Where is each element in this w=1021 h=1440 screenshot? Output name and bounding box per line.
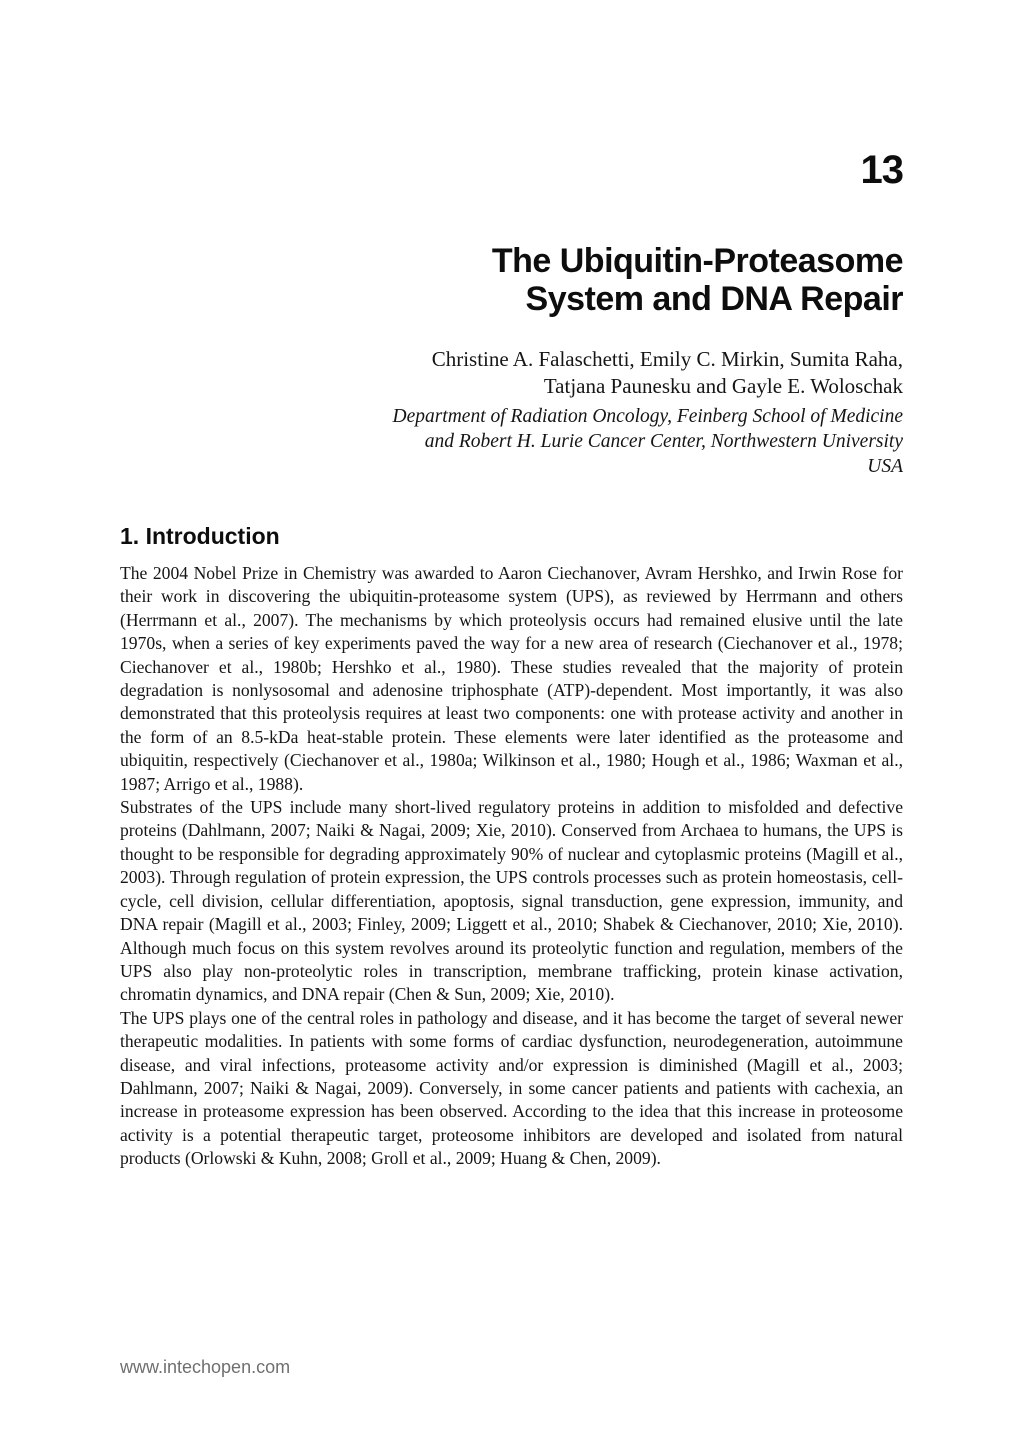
chapter-title-line-1: The Ubiquitin-Proteasome: [491, 242, 903, 280]
affiliation: [120, 404, 903, 479]
paragraph-1: The 2004 Nobel Prize in Chemistry was awarded to Aaron Ciechanover, Avram Hershko, and Irwin Rose for their work in discovering the ubiquitin-proteasome system (UPS), as reviewed by Herrmann and others (Herrmann et al., 2007). The mechanisms by which proteolysis occurs had remained elusive until the late 1970s, when a series of key experiments paved the way for a new area of research (Ciechanover et al., 1978; Ciechanover et al., 1980b; Hershko et al., 1980). These studies revealed that the majority of protein degradation is nonlysosomal and adenosine triphosphate (ATP)-dependent. Most importantly, it was also demonstrated that this proteolysis requires at least two components: one with protease activity and another in the form of an 8.5-kDa heat-stable protein. These elements were later identified as the proteasome and ubiquitin, respectively (Ciechanover et al., 1980a; Wilkinson et al., 1980; Hough et al., 1986; Waxman et al., 1987; Arrigo et al., 1988).: [120, 563, 903, 794]
affiliation-line-1: Department of Radiation Oncology, Feinberg School of Medicine: [392, 406, 903, 427]
affiliation-line-2: and Robert H. Lurie Cancer Center, Northwestern University: [424, 431, 903, 452]
paragraph-3: The UPS plays one of the central roles in pathology and disease, and it has become the target of several newer therapeutic modalities. In patients with some forms of cardiac dysfunction, neurodegeneration, autoimmune disease, and viral infections, proteasome activity and/or expression is diminished (Magill et al., 2003; Dahlmann, 2007; Naiki & Nagai, 2009). Conversely, in some cancer patients and patients with cachexia, an increase in proteasome expression has been observed. According to the idea that this increase in proteosome activity is a potential therapeutic target, proteosome inhibitors are developed and isolated from natural products (Orlowski & Kuhn, 2008; Groll et al., 2009; Huang & Chen, 2009).: [120, 1007, 903, 1169]
footer-url-link[interactable]: www.intechopen.com: [120, 1357, 291, 1377]
author-list: [120, 346, 903, 400]
introduction-body: [120, 562, 903, 1171]
page-footer: [120, 1356, 290, 1378]
chapter-number: 13: [860, 148, 903, 192]
paragraph-2: Substrates of the UPS include many short-lived regulatory proteins in addition to misfolded and defective proteins (Dahlmann, 2007; Naiki & Nagai, 2009; Xie, 2010). Conserved from Archaea to humans, the UPS is thought to be responsible for degrading approximately 90% of nuclear and cytoplasmic proteins (Magill et al., 2003). Through regulation of protein expression, the UPS controls processes such as protein homeostasis, cell-cycle, cell division, cellular differentiation, apoptosis, signal transduction, gene expression, immunity, and DNA repair (Magill et al., 2003; Finley, 2009; Liggett et al., 2010; Shabek & Ciechanover, 2010; Xie, 2010). Although much focus on this system revolves around its proteolytic function and regulation, members of the UPS also play non-proteolytic roles in transcription, membrane trafficking, protein kinase activation, chromatin dynamics, and DNA repair (Chen & Sun, 2009; Xie, 2010).: [120, 797, 903, 1005]
chapter-title: [120, 242, 903, 318]
section-heading-introduction: 1. Introduction: [120, 523, 280, 549]
authors-line-2: Tatjana Paunesku and Gayle E. Woloschak: [543, 374, 903, 398]
chapter-title-line-2: System and DNA Repair: [525, 280, 903, 318]
affiliation-country: USA: [867, 456, 903, 477]
page-content: [120, 0, 903, 1171]
authors-line-1: Christine A. Falaschetti, Emily C. Mirkin, Sumita Raha,: [431, 347, 903, 371]
